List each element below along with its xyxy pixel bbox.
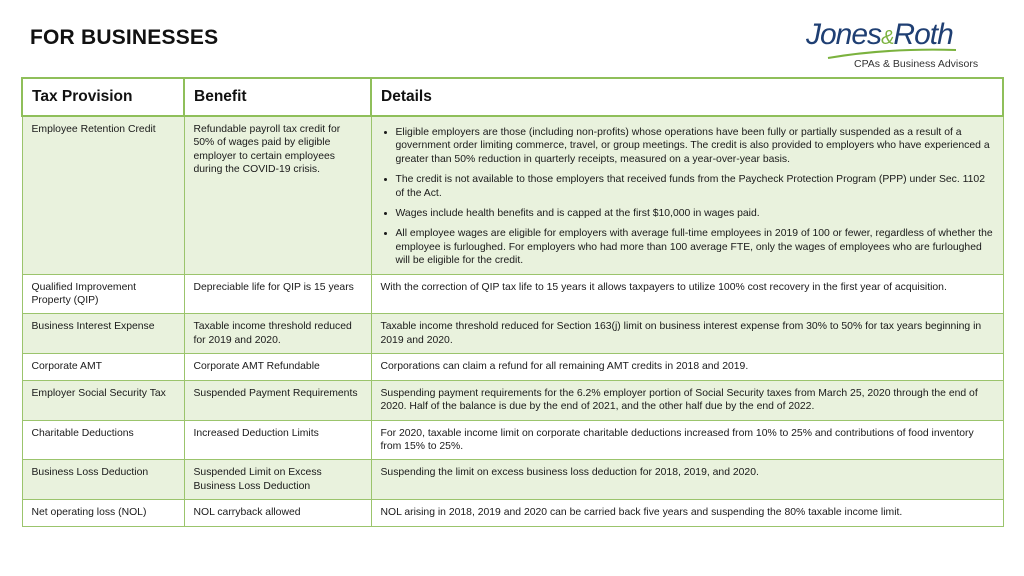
cell-details: Suspending payment requirements for the 6.2% employer portion of Social Security taxes from March 25, 2020 through the end of 2020. Half of the balance is due by the end of 2021, and the other half due by the end of 2022. — [371, 380, 1003, 420]
cell-details: NOL arising in 2018, 2019 and 2020 can be carried back five years and suspending the 80% taxable income limit. — [371, 500, 1003, 526]
cell-benefit: Refundable payroll tax credit for 50% of wages paid by eligible employer to certain employees during the COVID-19 crisis. — [184, 116, 371, 274]
cell-benefit: Suspended Limit on Excess Business Loss Deduction — [184, 460, 371, 500]
cell-benefit: NOL carryback allowed — [184, 500, 371, 526]
cell-provision: Corporate AMT — [22, 354, 184, 380]
details-bullet: • The credit is not available to those employers that received funds from the Paycheck Protection Program (PPP) under Sec. 1102 of the Act. — [396, 173, 995, 200]
cell-provision: Employee Retention Credit — [22, 116, 184, 274]
table-row — [22, 380, 1003, 420]
table-row — [22, 116, 1003, 274]
page-title: FOR BUSINESSES — [30, 26, 219, 49]
table-row — [22, 314, 1003, 354]
cell-provision: Employer Social Security Tax — [22, 380, 184, 420]
table-row — [22, 274, 1003, 314]
cell-details: Suspending the limit on excess business loss deduction for 2018, 2019, and 2020. — [371, 460, 1003, 500]
cell-details: Corporations can claim a refund for all remaining AMT credits in 2018 and 2019. — [371, 354, 1003, 380]
logo-subtitle: CPAs & Business Advisors — [854, 58, 979, 70]
cell-provision: Business Interest Expense — [22, 314, 184, 354]
cell-provision: Charitable Deductions — [22, 420, 184, 460]
cell-benefit: Depreciable life for QIP is 15 years — [184, 274, 371, 314]
cell-benefit: Taxable income threshold reduced for 2019 and 2020. — [184, 314, 371, 354]
table-row — [22, 460, 1003, 500]
cell-details: With the correction of QIP tax life to 15 years it allows taxpayers to utilize 100% cost recovery in the first year of acquisition. — [371, 274, 1003, 314]
header-details: Details — [371, 78, 1003, 116]
cell-details: For 2020, taxable income limit on corporate charitable deductions increased from 10% to 25% and contributions of food inventory from 15% to 25%. — [371, 420, 1003, 460]
company-logo — [806, 14, 986, 74]
table-row — [22, 354, 1003, 380]
cell-details: Taxable income threshold reduced for Section 163(j) limit on business interest expense from 30% to 50% for tax years beginning in 2019 and 2020. — [371, 314, 1003, 354]
cell-benefit: Increased Deduction Limits — [184, 420, 371, 460]
logo-wordmark: Jones&Roth — [806, 18, 953, 51]
details-bullet: • All employee wages are eligible for employers with average full-time employees in 2019 of 100 or fewer, regardless of whether the employee is furloughed. For employers who had more than 100 average FTE, only the wages of employees who are furloughed will be eligible for the credit. — [396, 227, 995, 267]
cell-details — [371, 116, 1003, 274]
cell-provision: Business Loss Deduction — [22, 460, 184, 500]
cell-provision: Qualified Improvement Property (QIP) — [22, 274, 184, 314]
details-bullet: • Wages include health benefits and is capped at the first $10,000 in wages paid. — [396, 207, 995, 220]
cell-benefit: Corporate AMT Refundable — [184, 354, 371, 380]
table-header-row — [22, 78, 1003, 116]
details-bullet: • Eligible employers are those (including non-profits) whose operations have been fully or partially suspended as a result of a government order limiting commerce, travel, or group meetings. The credit is also provided to employers who have experienced a greater than 50% reduction in quarterly receipts, measured on a year-over-year basis. — [396, 126, 995, 166]
cell-benefit: Suspended Payment Requirements — [184, 380, 371, 420]
tax-provisions-table — [21, 77, 1004, 527]
cell-provision: Net operating loss (NOL) — [22, 500, 184, 526]
header-benefit: Benefit — [184, 78, 371, 116]
details-bullet-list — [381, 126, 995, 268]
table-row — [22, 420, 1003, 460]
table-row — [22, 500, 1003, 526]
header-tax-provision: Tax Provision — [22, 78, 184, 116]
